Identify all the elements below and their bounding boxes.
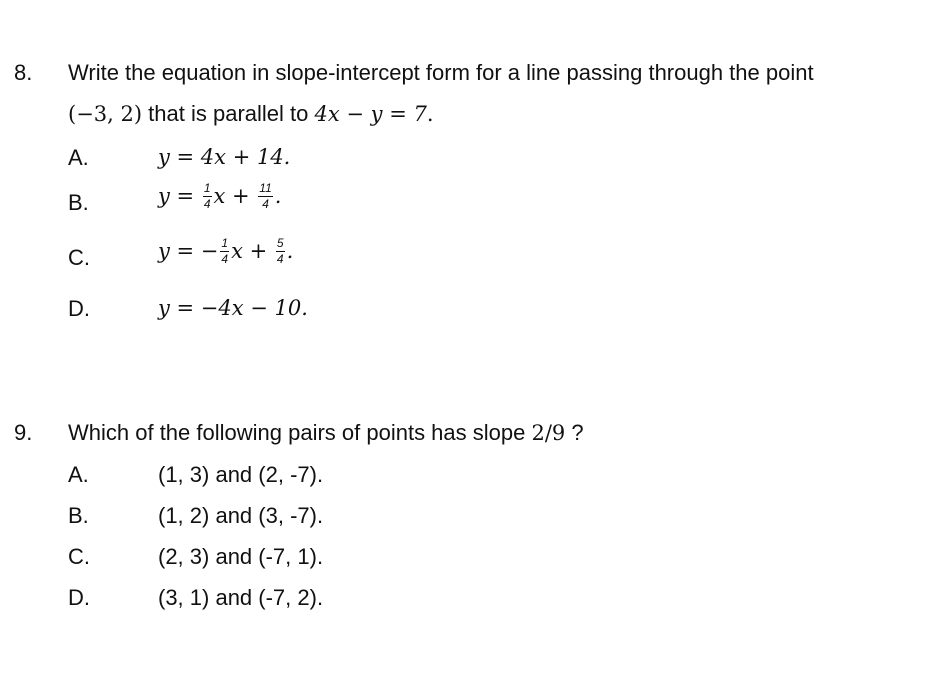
question-number: 9. bbox=[14, 420, 33, 445]
fraction bbox=[203, 182, 212, 211]
option-letter: B. bbox=[68, 503, 89, 528]
fraction bbox=[276, 237, 285, 266]
option-letter: C. bbox=[68, 544, 90, 569]
option-text: (3, 1) and (-7, 2). bbox=[158, 585, 324, 610]
equation-end: . bbox=[274, 184, 282, 208]
fraction-numerator: 11 bbox=[259, 181, 272, 195]
fraction bbox=[220, 237, 229, 266]
option-text: (1, 3) and (2, -7). bbox=[158, 462, 324, 487]
question-stem-line-2 bbox=[68, 101, 434, 127]
fraction-numerator: 5 bbox=[276, 236, 284, 250]
point-coordinates: (−3, 2) bbox=[68, 102, 143, 126]
option-letter: A. bbox=[68, 462, 89, 487]
fraction bbox=[258, 182, 272, 211]
stem-text: Which of the following pairs of points has slope bbox=[68, 420, 532, 445]
stem-end: ? bbox=[565, 420, 584, 445]
option-equation bbox=[158, 183, 281, 212]
option-letter: D. bbox=[68, 296, 90, 321]
option-text: (1, 2) and (3, -7). bbox=[158, 503, 324, 528]
stem-middle-text: that is parallel to bbox=[142, 101, 315, 126]
option-text: y = 4x + 14. bbox=[158, 145, 291, 169]
equation-lhs: y = − bbox=[158, 239, 219, 263]
equation-middle: x + bbox=[213, 184, 257, 208]
fraction-denominator: 4 bbox=[221, 252, 229, 266]
question-stem bbox=[68, 420, 584, 446]
fraction-denominator: 4 bbox=[276, 252, 284, 266]
option-letter: D. bbox=[68, 585, 90, 610]
fraction-numerator: 1 bbox=[221, 236, 229, 250]
fraction-numerator: 1 bbox=[203, 181, 211, 195]
parallel-equation: 4x − y = 7 bbox=[314, 102, 427, 126]
option-letter: B. bbox=[68, 190, 89, 215]
equation-end: . bbox=[286, 239, 294, 263]
option-letter: C. bbox=[68, 245, 90, 270]
fraction-denominator: 4 bbox=[203, 197, 211, 211]
equation-lhs: y = bbox=[158, 184, 201, 208]
question-number: 8. bbox=[14, 60, 33, 85]
fraction-denominator: 4 bbox=[262, 197, 269, 211]
question-stem-line-1: Write the equation in slope-intercept form for a line passing through the point bbox=[68, 60, 814, 85]
slope-value: 2/9 bbox=[531, 421, 566, 445]
stem-end: . bbox=[426, 102, 434, 126]
option-equation bbox=[158, 238, 293, 267]
equation-middle: x + bbox=[231, 239, 274, 263]
option-letter: A. bbox=[68, 145, 89, 170]
option-text: (2, 3) and (-7, 1). bbox=[158, 544, 324, 569]
option-text: y = −4x − 10. bbox=[158, 296, 308, 320]
